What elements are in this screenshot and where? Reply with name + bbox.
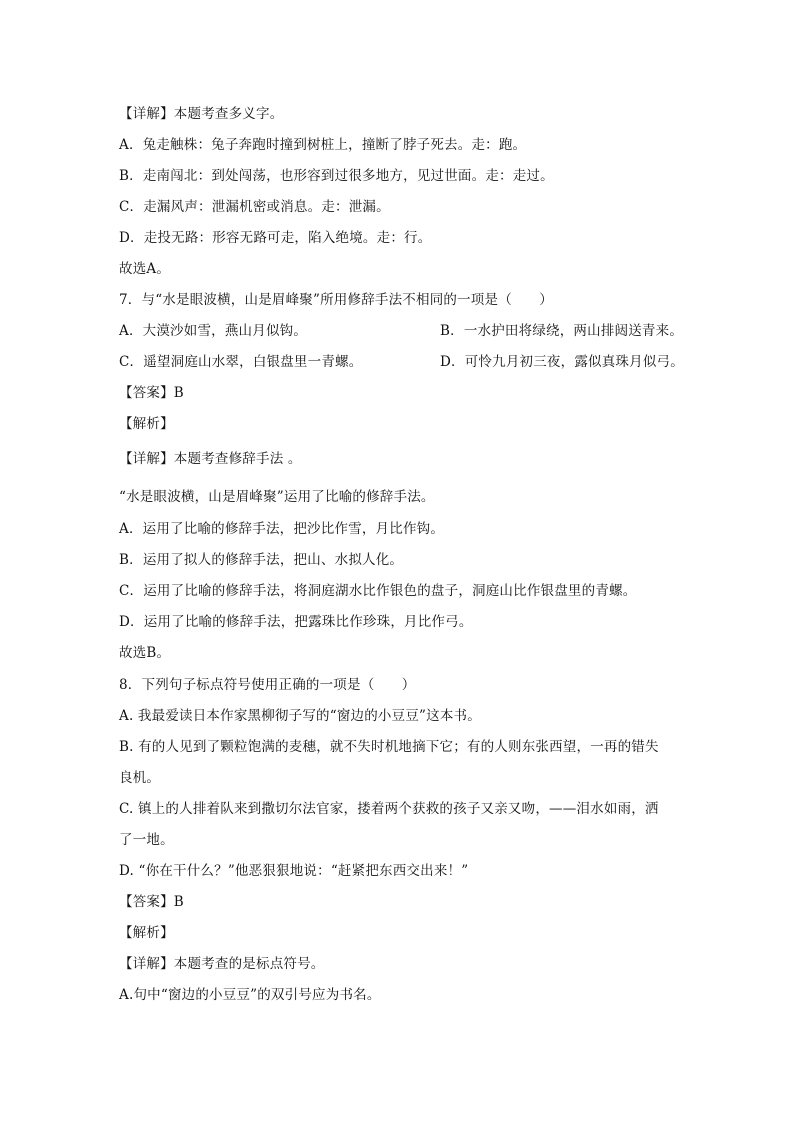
q7-answer: 【答案】B [119, 385, 184, 401]
q8-option-d: D. “你在干什么？”他恶狠狠地说：“赶紧把东西交出来！” [119, 863, 469, 879]
q7-option-b: B．一水护田将绿绕，两山排闼送青来。 [440, 323, 684, 339]
q8-answer: 【答案】B [119, 894, 184, 910]
q7-explain-a: A．运用了比喻的修辞手法，把沙比作雪，月比作钩。 [119, 521, 445, 537]
q7-question: 7．与“水是眼波横，山是眉峰聚”所用修辞手法不相同的一项是（ ） [119, 292, 553, 308]
q6-option-d: D．走投无路：形容无路可走，陷入绝境。走：行。 [119, 230, 432, 246]
q8-question: 8．下列句子标点符号使用正确的一项是（ ） [119, 677, 416, 693]
q7-choose: 故选B。 [119, 645, 171, 661]
q7-option-c: C．遥望洞庭山水翠，白银盘里一青螺。 [119, 354, 363, 370]
q6-option-b: B．走南闯北：到处闯荡，也形容到过很多地方，见过世面。走：走过。 [119, 168, 554, 184]
q7-explain-d: D．运用了比喻的修辞手法，把露珠比作珍珠，月比作弓。 [119, 614, 473, 630]
q8-option-c-line1: C. 镇上的人排着队来到撒切尔法官家，搂着两个获救的孩子又亲又吻，——泪水如雨，洒 [119, 801, 659, 817]
q6-option-c: C．走漏风声：泄漏机密或消息。走：泄漏。 [119, 199, 390, 215]
q7-explain-b: B．运用了拟人的修辞手法，把山、水拟人化。 [119, 552, 404, 568]
q8-analysis: 【解析】 [119, 925, 174, 941]
q7-option-d: D．可怜九月初三夜，露似真珠月似弓。 [440, 354, 684, 370]
q8-option-a: A. 我最爱读日本作家黑柳彻子写的“窗边的小豆豆”这本书。 [119, 708, 481, 724]
q8-explain-a: A.句中“窗边的小豆豆”的双引号应为书名。 [119, 987, 381, 1003]
q8-option-b-line2: 良机。 [119, 770, 161, 786]
q7-explain-c: C．运用了比喻的修辞手法，将洞庭湖水比作银色的盘子，洞庭山比作银盘里的青螺。 [119, 583, 637, 599]
q7-intro: “水是眼波横，山是眉峰聚”运用了比喻的修辞手法。 [119, 489, 435, 505]
q8-option-b-line1: B. 有的人见到了颗粒饱满的麦穗，就不失时机地摘下它；有的人则东张西望，一再的错失 [119, 739, 659, 755]
q8-detail: 【详解】本题考查的是标点符号。 [119, 956, 325, 972]
q6-choose: 故选A。 [119, 261, 171, 277]
q6-detail: 【详解】本题考查多义字。 [119, 106, 284, 122]
q7-analysis: 【解析】 [119, 416, 174, 432]
q6-option-a: A．兔走触株：兔子奔跑时撞到树桩上，撞断了脖子死去。走：跑。 [119, 137, 527, 153]
q8-option-c-line2: 了一地。 [119, 832, 174, 848]
q7-detail: 【详解】本题考查修辞手法 。 [119, 451, 302, 467]
q7-option-a: A．大漠沙如雪，燕山月似钩。 [119, 323, 308, 339]
